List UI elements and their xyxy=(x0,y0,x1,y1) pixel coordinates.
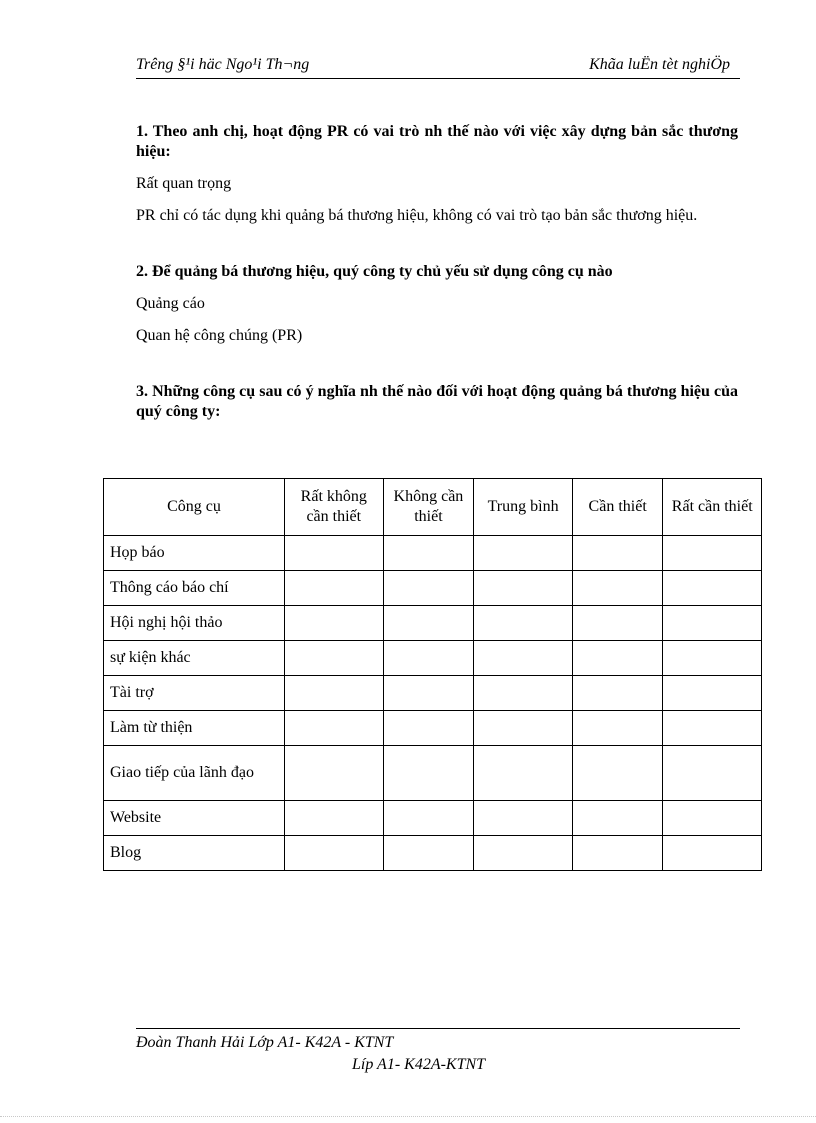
rating-cell[interactable] xyxy=(474,606,573,641)
rating-cell[interactable] xyxy=(663,606,762,641)
table-row xyxy=(104,536,762,571)
rating-cell[interactable] xyxy=(572,571,663,606)
page-header xyxy=(136,54,740,79)
survey-content xyxy=(136,118,738,422)
rating-cell[interactable] xyxy=(474,836,573,871)
rating-cell[interactable] xyxy=(284,606,383,641)
column-header: Không cần thiết xyxy=(383,479,474,536)
table-row xyxy=(104,746,762,801)
rating-cell[interactable] xyxy=(663,746,762,801)
column-header: Rất cần thiết xyxy=(663,479,762,536)
rating-cell[interactable] xyxy=(383,836,474,871)
rating-cell[interactable] xyxy=(572,801,663,836)
header-school: Trêng §¹i häc Ngo¹i Th¬ng xyxy=(136,56,310,73)
table-row xyxy=(104,641,762,676)
rating-cell[interactable] xyxy=(383,641,474,676)
rating-cell[interactable] xyxy=(572,746,663,801)
rating-cell[interactable] xyxy=(663,836,762,871)
rating-cell[interactable] xyxy=(383,746,474,801)
rating-cell[interactable] xyxy=(284,711,383,746)
rating-cell[interactable] xyxy=(284,641,383,676)
footer-author: Đoàn Thanh Hải Lớp A1- K42A - KTNT xyxy=(136,1034,394,1051)
rating-cell[interactable] xyxy=(284,746,383,801)
rating-cell[interactable] xyxy=(284,836,383,871)
rating-cell[interactable] xyxy=(474,571,573,606)
rating-cell[interactable] xyxy=(572,711,663,746)
table-row xyxy=(104,571,762,606)
rating-cell[interactable] xyxy=(663,641,762,676)
answer-option: Quảng cáo xyxy=(136,295,205,312)
question-1: 1. Theo anh chị, hoạt động PR có vai trò nh thế nào với việc xây dựng bản sắc thương hiệu: xyxy=(136,123,738,160)
rating-cell[interactable] xyxy=(383,536,474,571)
column-header: Cần thiết xyxy=(572,479,663,536)
footer-class: Líp A1- K42A-KTNT xyxy=(352,1056,486,1073)
rating-cell[interactable] xyxy=(383,606,474,641)
column-header: Công cụ xyxy=(104,479,285,536)
rating-cell[interactable] xyxy=(572,676,663,711)
tool-name: Giao tiếp của lãnh đạo xyxy=(104,746,285,801)
column-header: Trung bình xyxy=(474,479,573,536)
rating-cell[interactable] xyxy=(572,641,663,676)
rating-cell[interactable] xyxy=(663,711,762,746)
rating-cell[interactable] xyxy=(383,571,474,606)
rating-cell[interactable] xyxy=(474,746,573,801)
rating-cell[interactable] xyxy=(383,801,474,836)
rating-cell[interactable] xyxy=(474,711,573,746)
tool-name: Hội nghị hội thảo xyxy=(104,606,285,641)
rating-cell[interactable] xyxy=(284,536,383,571)
rating-cell[interactable] xyxy=(572,536,663,571)
tool-name: Website xyxy=(104,801,285,836)
rating-cell[interactable] xyxy=(284,801,383,836)
answer-option: Rất quan trọng xyxy=(136,175,232,192)
tool-name: Họp báo xyxy=(104,536,285,571)
tool-name: Blog xyxy=(104,836,285,871)
table-row xyxy=(104,711,762,746)
tools-table xyxy=(103,478,762,871)
answer-option: Quan hệ công chúng (PR) xyxy=(136,327,303,344)
rating-cell[interactable] xyxy=(572,606,663,641)
table-row xyxy=(104,676,762,711)
question-2: 2. Để quảng bá thương hiệu, quý công ty chủ yếu sử dụng công cụ nào xyxy=(136,263,613,280)
rating-cell[interactable] xyxy=(663,536,762,571)
header-thesis: Khãa luËn tèt nghiÖp xyxy=(589,56,730,73)
tool-name: Thông cáo báo chí xyxy=(104,571,285,606)
tool-name: sự kiện khác xyxy=(104,641,285,676)
question-3: 3. Những công cụ sau có ý nghĩa nh thế nào đối với hoạt động quảng bá thương hiệu của quý công ty: xyxy=(136,383,738,420)
tool-name: Làm từ thiện xyxy=(104,711,285,746)
rating-cell[interactable] xyxy=(663,801,762,836)
answer-option: PR chỉ có tác dụng khi quảng bá thương hiệu, không có vai trò tạo bản sắc thương hiệu. xyxy=(136,207,698,224)
rating-cell[interactable] xyxy=(474,536,573,571)
rating-cell[interactable] xyxy=(383,711,474,746)
rating-cell[interactable] xyxy=(663,571,762,606)
rating-cell[interactable] xyxy=(383,676,474,711)
table-row xyxy=(104,606,762,641)
rating-cell[interactable] xyxy=(663,676,762,711)
page-bottom-divider xyxy=(0,1116,816,1117)
table-row xyxy=(104,801,762,836)
rating-cell[interactable] xyxy=(572,836,663,871)
rating-cell[interactable] xyxy=(474,801,573,836)
table-row xyxy=(104,836,762,871)
rating-cell[interactable] xyxy=(284,676,383,711)
tool-name: Tài trợ xyxy=(104,676,285,711)
rating-cell[interactable] xyxy=(284,571,383,606)
column-header: Rất không cần thiết xyxy=(284,479,383,536)
table-header-row xyxy=(104,479,762,536)
rating-cell[interactable] xyxy=(474,641,573,676)
footer-divider xyxy=(136,1028,740,1029)
rating-cell[interactable] xyxy=(474,676,573,711)
